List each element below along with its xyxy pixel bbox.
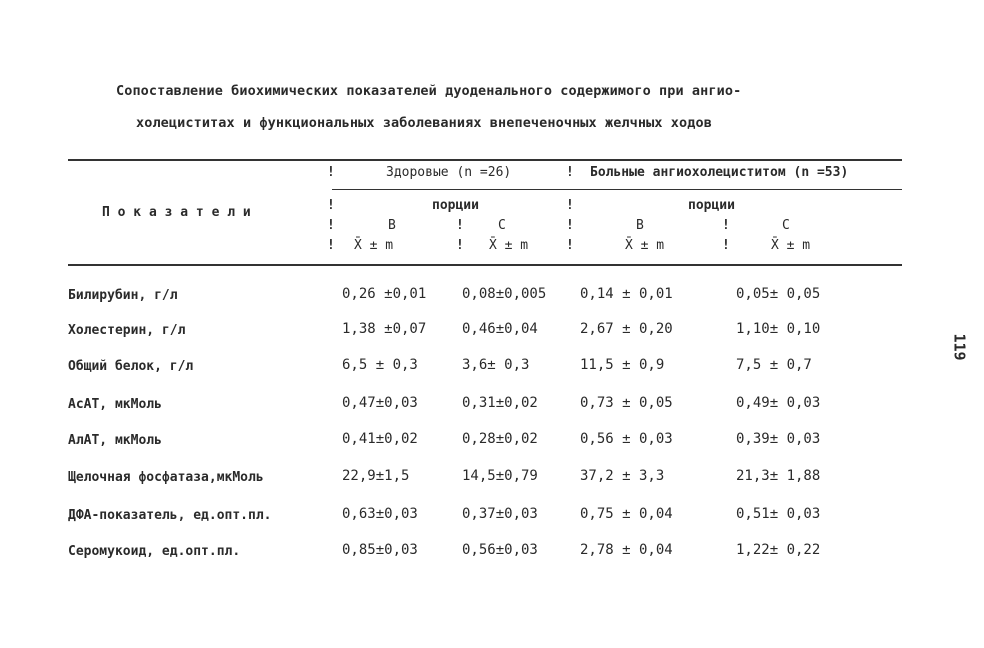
table-cell: 6,5 ± 0,3 bbox=[342, 357, 418, 373]
patients-group-header: Больные ангиохолециститом (n =53) bbox=[590, 165, 849, 180]
table-cell: 0,14 ± 0,01 bbox=[580, 286, 673, 302]
table-cell: 0,75 ± 0,04 bbox=[580, 506, 673, 522]
patients-col-b: В bbox=[636, 218, 644, 233]
table-cell: 0,85±0,03 bbox=[342, 542, 418, 558]
table-cell: 0,37±0,03 bbox=[462, 506, 538, 522]
table-cell: 21,3± 1,88 bbox=[736, 468, 821, 484]
table-cell: 7,5 ± 0,7 bbox=[736, 357, 812, 373]
healthy-col-b-stat: X̄ ± m bbox=[354, 238, 394, 253]
healthy-col-c: С bbox=[498, 218, 506, 233]
indicator-header: П о к а з а т е л и bbox=[102, 205, 251, 220]
table-cell: 0,05± 0,05 bbox=[736, 286, 821, 302]
separator: ! bbox=[566, 198, 574, 213]
separator: ! bbox=[456, 218, 464, 233]
table-cell: 1,22± 0,22 bbox=[736, 542, 821, 558]
separator: ! bbox=[722, 238, 730, 253]
separator: ! bbox=[722, 218, 730, 233]
healthy-col-b: В bbox=[388, 218, 396, 233]
row-label: АсАТ, мкМоль bbox=[68, 397, 162, 412]
healthy-portions-header: порции bbox=[432, 198, 479, 213]
row-label: Серомукоид, ед.опт.пл. bbox=[68, 544, 241, 559]
table-cell: 0,56±0,03 bbox=[462, 542, 538, 558]
table-cell: 0,56 ± 0,03 bbox=[580, 431, 673, 447]
patients-portions-header: порции bbox=[688, 198, 735, 213]
row-label: АлАТ, мкМоль bbox=[68, 433, 162, 448]
title-line-1: Сопоставление биохимических показателей дуоденального содержимого при ангио- bbox=[116, 83, 742, 99]
table-header-rule bbox=[68, 264, 902, 266]
table-group-rule bbox=[332, 189, 902, 190]
table-cell: 1,38 ±0,07 bbox=[342, 321, 427, 337]
separator: ! bbox=[566, 238, 574, 253]
title-line-2: холециститах и функциональных заболеваниях внепеченочных желчных ходов bbox=[136, 115, 712, 131]
table-cell: 14,5±0,79 bbox=[462, 468, 538, 484]
separator: ! bbox=[456, 238, 464, 253]
table-cell: 1,10± 0,10 bbox=[736, 321, 821, 337]
table-cell: 0,31±0,02 bbox=[462, 395, 538, 411]
table-cell: 0,49± 0,03 bbox=[736, 395, 821, 411]
table-cell: 0,51± 0,03 bbox=[736, 506, 821, 522]
row-label: Билирубин, г/л bbox=[68, 288, 178, 303]
table-cell: 0,73 ± 0,05 bbox=[580, 395, 673, 411]
page-number: 119 bbox=[950, 333, 969, 361]
separator: ! bbox=[327, 198, 335, 213]
table-cell: 0,28±0,02 bbox=[462, 431, 538, 447]
separator: ! bbox=[327, 218, 335, 233]
patients-col-c-stat: X̄ ± m bbox=[771, 238, 811, 253]
separator: ! bbox=[566, 165, 574, 180]
table-cell: 0,26 ±0,01 bbox=[342, 286, 427, 302]
patients-col-b-stat: X̄ ± m bbox=[625, 238, 665, 253]
table-cell: 0,63±0,03 bbox=[342, 506, 418, 522]
healthy-group-header: Здоровые (n =26) bbox=[386, 165, 512, 180]
table-cell: 22,9±1,5 bbox=[342, 468, 410, 484]
row-label: Холестерин, г/л bbox=[68, 323, 186, 338]
table-cell: 11,5 ± 0,9 bbox=[580, 357, 665, 373]
table-top-rule bbox=[68, 159, 902, 161]
separator: ! bbox=[327, 238, 335, 253]
table-cell: 2,67 ± 0,20 bbox=[580, 321, 673, 337]
table-cell: 2,78 ± 0,04 bbox=[580, 542, 673, 558]
separator: ! bbox=[566, 218, 574, 233]
table-cell: 3,6± 0,3 bbox=[462, 357, 530, 373]
table-cell: 37,2 ± 3,3 bbox=[580, 468, 665, 484]
row-label: Общий белок, г/л bbox=[68, 359, 194, 374]
table-cell: 0,08±0,005 bbox=[462, 286, 547, 302]
table-cell: 0,39± 0,03 bbox=[736, 431, 821, 447]
row-label: Щелочная фосфатаза,мкМоль bbox=[68, 470, 264, 485]
patients-col-c: С bbox=[782, 218, 790, 233]
healthy-col-c-stat: X̄ ± m bbox=[489, 238, 529, 253]
table-cell: 0,47±0,03 bbox=[342, 395, 418, 411]
table-cell: 0,46±0,04 bbox=[462, 321, 538, 337]
separator: ! bbox=[327, 165, 335, 180]
table-cell: 0,41±0,02 bbox=[342, 431, 418, 447]
row-label: ДФА-показатель, ед.опт.пл. bbox=[68, 508, 272, 523]
